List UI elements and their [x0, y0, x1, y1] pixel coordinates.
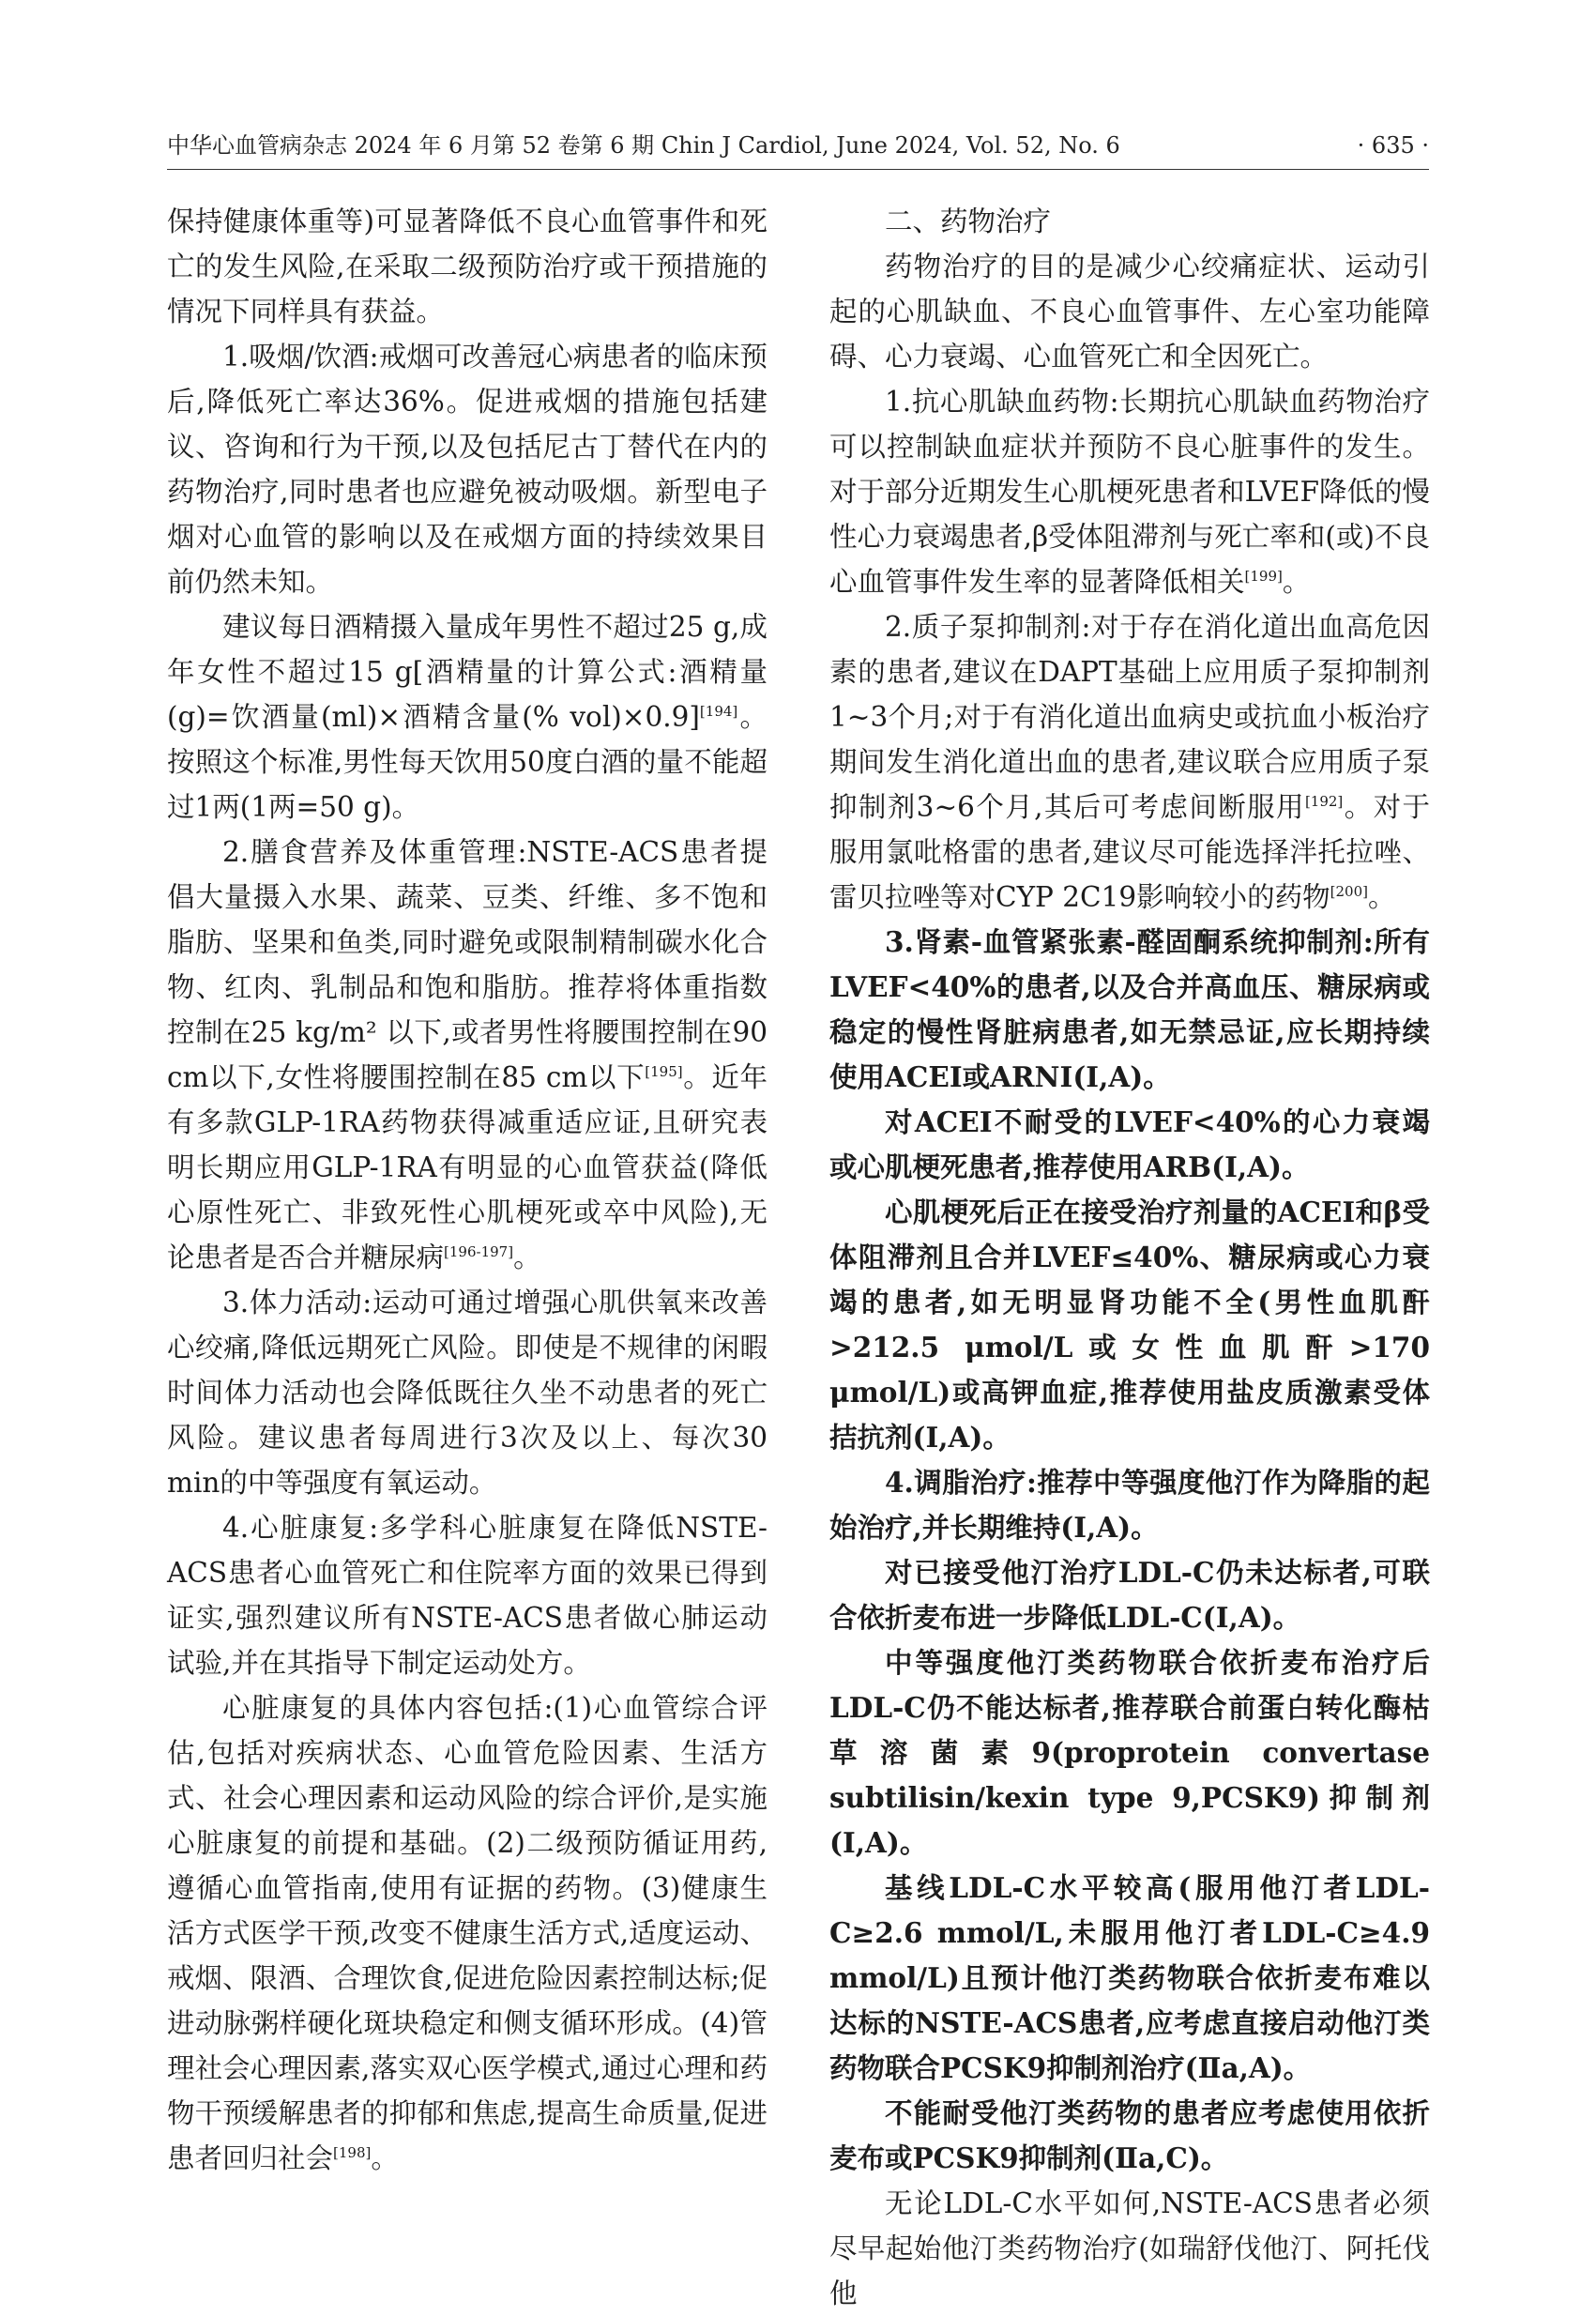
paragraph-statin-intolerant: 不能耐受他汀类药物的患者应考虑使用依折麦布或PCSK9抑制剂(Ⅱa,C)。: [829, 2096, 1430, 2174]
paragraph: 保持健康体重等)可显著降低不良心血管事件和死亡的发生风险,在采取二级预防治疗或干预措施的情况下同样具有获益。: [167, 206, 768, 328]
citation: [199]: [1244, 568, 1283, 586]
paragraph-rehab-content: 心脏康复的具体内容包括:(1)心血管综合评估,包括对疾病状态、心血管危险因素、生活方式、社会心理因素和运动风险的综合评价,是实施心脏康复的前提和基础。(2)二级预防循证用药,遵循心血管指南,使用有证据的药物。(3)健康生活方式医学干预,改变不健康生活方式,适度运动、戒烟、限酒、合理饮食,促进危险因素控制达标;促进动脉粥样硬化斑块稳定和侧支循环形成。(4)管理社会心理因素,落实双心医学模式,通过心理和药物干预缓解患者的抑郁和焦虑,提高生命质量,促进患者回归社会[198]。: [167, 1692, 768, 2174]
citation: [198]: [333, 2144, 372, 2162]
paragraph-lipid: 4.调脂治疗:推荐中等强度他汀作为降脂的起始治疗,并长期维持(Ⅰ,A)。: [829, 1466, 1430, 1544]
page-number: · 635 ·: [1357, 132, 1429, 159]
paragraph-ppi: 2.质子泵抑制剂:对于存在消化道出血高危因素的患者,建议在DAPT基础上应用质子泵抑制剂1~3个月;对于有消化道出血病史或抗血小板治疗期间发生消化道出血的患者,建议联合应用质子泵抑制剂3~6个月,其后可考虑间断服用[192]。对于服用氯吡格雷的患者,建议尽可能选择泮托拉唑、雷贝拉唑等对CYP 2C19影响较小的药物[200]。: [829, 611, 1430, 913]
paragraph-alcohol: 建议每日酒精摄入量成年男性不超过25 g,成年女性不超过15 g[酒精量的计算公式:酒精量(g)=饮酒量(ml)×酒精含量(% vol)×0.9][194]。按照这个标准,男性每天饮用50度白酒的量不能超过1两(1两=50 g)。: [167, 611, 768, 823]
paragraph-early-statin: 无论LDL-C水平如何,NSTE-ACS患者必须尽早起始他汀类药物治疗(如瑞舒伐他汀、阿托伐他: [829, 2187, 1430, 2309]
paragraph-ezetimibe: 对已接受他汀治疗LDL-C仍未达标者,可联合依折麦布进一步降低LDL-C(Ⅰ,A)。: [829, 1556, 1430, 1634]
section-heading: 二、药物治疗: [885, 206, 1052, 237]
paragraph-smoking: 1.吸烟/饮酒:戒烟可改善冠心病患者的临床预后,降低死亡率达36%。促进戒烟的措施包括建议、咨询和行为干预,以及包括尼古丁替代在内的药物治疗,同时患者也应避免被动吸烟。新型电子烟对心血管的影响以及在戒烟方面的持续效果目前仍然未知。: [167, 341, 768, 598]
paragraph-pcsk9: 中等强度他汀类药物联合依折麦布治疗后LDL-C仍不能达标者,推荐联合前蛋白转化酶枯草溶菌素9(proprotein convertase subtilisin/kexin type 9,PCSK9)抑制剂(Ⅰ,A)。: [829, 1646, 1430, 1859]
citation: [194]: [699, 703, 738, 721]
citation: [195]: [645, 1063, 683, 1081]
paragraph-mra: 心肌梗死后正在接受治疗剂量的ACEI和β受体阻滞剂且合并LVEF≤40%、糖尿病或心力衰竭的患者,如无明显肾功能不全(男性血肌酐>212.5 μmol/L或女性血肌酐>170 μmol/L)或高钾血症,推荐使用盐皮质激素受体拮抗剂(Ⅰ,A)。: [829, 1196, 1430, 1454]
paragraph-baseline-ldl: 基线LDL-C水平较高(服用他汀者LDL-C≥2.6 mmol/L,未服用他汀者LDL-C≥4.9 mmol/L)且预计他汀类药物联合依折麦布难以达标的NSTE-ACS患者,应考虑直接启动他汀类药物联合PCSK9抑制剂治疗(Ⅱa,A)。: [829, 1871, 1430, 2084]
paragraph-activity: 3.体力活动:运动可通过增强心肌供氧来改善心绞痛,降低远期死亡风险。即使是不规律的闲暇时间体力活动也会降低既往久坐不动患者的死亡风险。建议患者每周进行3次及以上、每次30 min的中等强度有氧运动。: [167, 1287, 768, 1499]
right-column: [829, 199, 1430, 2316]
citation: [196-197]: [444, 1243, 514, 1261]
citation: [200]: [1330, 883, 1368, 901]
paragraph-raas: 3.肾素-血管紧张素-醛固酮系统抑制剂:所有LVEF<40%的患者,以及合并高血压、糖尿病或稳定的慢性肾脏病患者,如无禁忌证,应长期持续使用ACEI或ARNI(Ⅰ,A)。: [829, 925, 1430, 1093]
citation: [192]: [1304, 793, 1344, 811]
paragraph-rehab: 4.心脏康复:多学科心脏康复在降低NSTE-ACS患者心血管死亡和住院率方面的效果已得到证实,强烈建议所有NSTE-ACS患者做心肺运动试验,并在其指导下制定运动处方。: [167, 1512, 768, 1679]
header-rule: [167, 169, 1429, 170]
left-column: [167, 199, 768, 2181]
running-header: [167, 131, 1429, 169]
journal-citation: 中华心血管病杂志 2024 年 6 月第 52 卷第 6 期 Chin J Cardiol, June 2024, Vol. 52, No. 6: [167, 132, 1120, 159]
paragraph-anti-ischemic: 1.抗心肌缺血药物:长期抗心肌缺血药物治疗可以控制缺血症状并预防不良心脏事件的发生。对于部分近期发生心肌梗死患者和LVEF降低的慢性心力衰竭患者,β受体阻滞剂与死亡率和(或)不良心血管事件发生率的显著降低相关[199]。: [829, 386, 1430, 598]
paragraph-diet: 2.膳食营养及体重管理:NSTE-ACS患者提倡大量摄入水果、蔬菜、豆类、纤维、多不饱和脂肪、坚果和鱼类,同时避免或限制精制碳水化合物、红肉、乳制品和饱和脂肪。推荐将体重指数控制在25 kg/m² 以下,或者男性将腰围控制在90 cm以下,女性将腰围控制在85 cm以下[195]。近年有多款GLP-1RA药物获得减重适应证,且研究表明长期应用GLP-1RA有明显的心血管获益(降低心原性死亡、非致死性心肌梗死或卒中风险),无论患者是否合并糖尿病[196-197]。: [167, 836, 768, 1273]
paragraph-arb: 对ACEI不耐受的LVEF<40%的心力衰竭或心肌梗死患者,推荐使用ARB(Ⅰ,A)。: [829, 1105, 1430, 1183]
paragraph-drug-goal: 药物治疗的目的是减少心绞痛症状、运动引起的心肌缺血、不良心血管事件、左心室功能障碍、心力衰竭、心血管死亡和全因死亡。: [829, 251, 1430, 373]
